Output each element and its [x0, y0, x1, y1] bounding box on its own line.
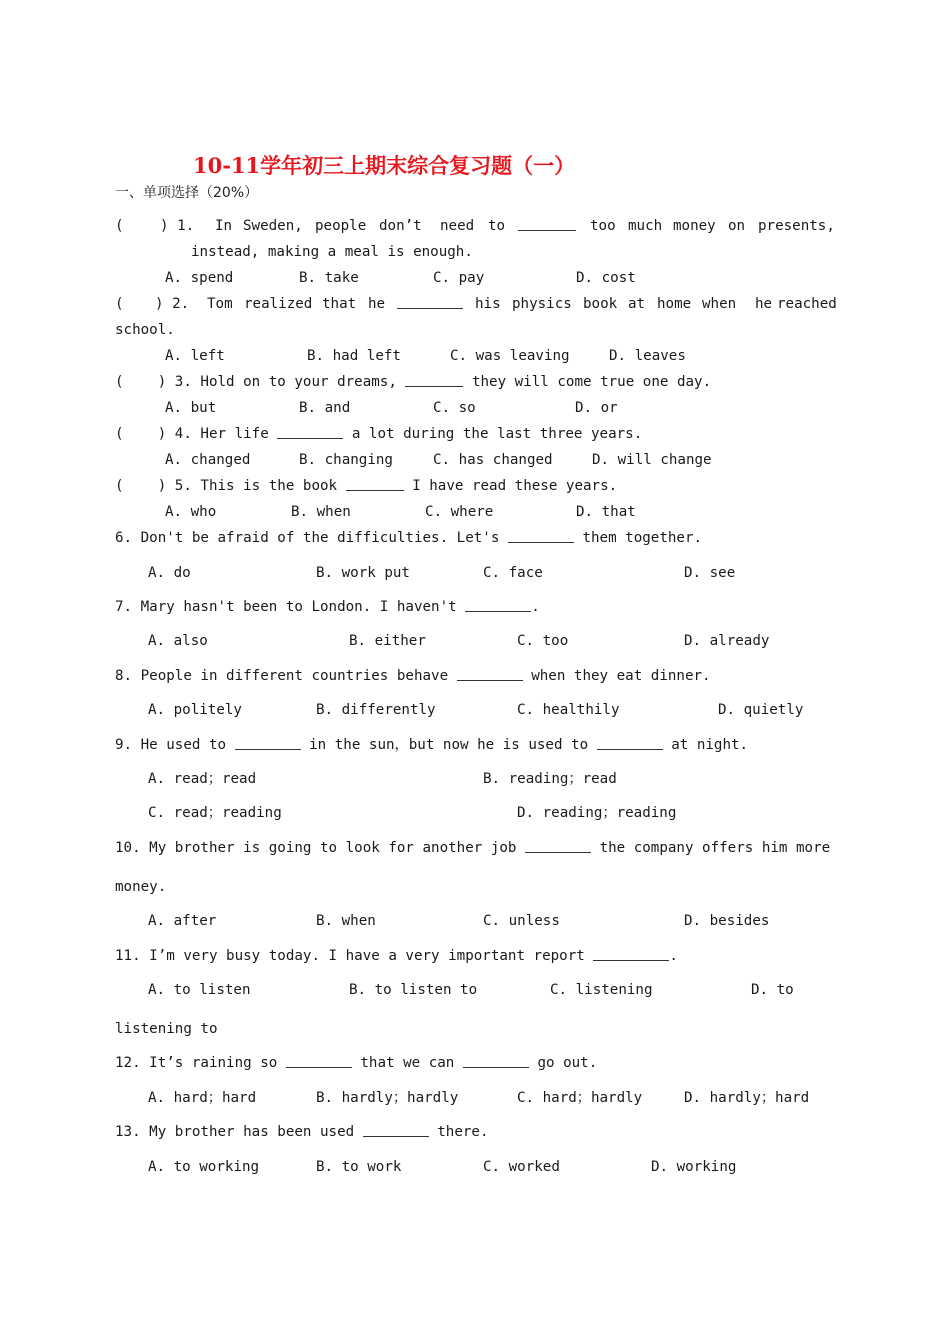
question-stem: ( ) 4. Her life a lot during the last three years.: [115, 426, 643, 442]
option-b[interactable]: B. when: [316, 913, 376, 929]
option-b[interactable]: B. hardly；hardly: [316, 1090, 459, 1106]
q2-word: at: [628, 296, 646, 312]
option-a[interactable]: A. spend: [165, 270, 234, 286]
option-c[interactable]: C. worked: [483, 1159, 560, 1175]
question-line2: money.: [115, 879, 167, 895]
option-d[interactable]: D. cost: [576, 270, 636, 286]
option-c[interactable]: C. read；reading: [148, 805, 282, 821]
q1-word: to: [488, 218, 506, 234]
option-a[interactable]: A. left: [165, 348, 225, 364]
option-b[interactable]: B. differently: [316, 702, 436, 718]
option-a[interactable]: A. who: [165, 504, 217, 520]
option-d-continued[interactable]: listening to: [115, 1021, 218, 1037]
option-b[interactable]: B. take: [299, 270, 359, 286]
q1-word: too: [590, 218, 616, 234]
option-b[interactable]: B. reading；read: [483, 771, 617, 787]
question-stem: 11. I’m very busy today. I have a very important report .: [115, 948, 678, 964]
q2-word: Tom: [207, 296, 233, 312]
option-d[interactable]: D. or: [575, 400, 618, 416]
option-b[interactable]: B. either: [349, 633, 426, 649]
question-stem: 12. It’s raining so that we can go out.: [115, 1055, 598, 1071]
question-stem: 8. People in different countries behave when they eat dinner.: [115, 668, 711, 684]
q1-word: money: [673, 218, 716, 234]
q1-word: people: [315, 218, 367, 234]
q2-word: book: [583, 296, 618, 312]
option-a[interactable]: A. changed: [165, 452, 251, 468]
option-a[interactable]: A. hard；hard: [148, 1090, 257, 1106]
option-c[interactable]: C. where: [425, 504, 494, 520]
question-stem: 9. He used to in the sun，but now he is used to at night.: [115, 737, 749, 753]
section-heading: 一、单项选择（20%）: [115, 185, 259, 201]
option-a[interactable]: A. after: [148, 913, 217, 929]
option-d[interactable]: D. working: [651, 1159, 737, 1175]
option-a[interactable]: A. politely: [148, 702, 242, 718]
q2-word: (: [115, 296, 124, 312]
q2-word: reached: [777, 296, 837, 312]
option-d[interactable]: D. already: [684, 633, 770, 649]
q1-word: need: [440, 218, 475, 234]
question-stem: 13. My brother has been used there.: [115, 1124, 489, 1140]
answer-blank[interactable]: [397, 295, 463, 313]
page-title: 10-11学年初三上期末综合复习题（一）: [193, 153, 576, 178]
option-b[interactable]: B. to listen to: [349, 982, 478, 998]
option-a[interactable]: A. also: [148, 633, 208, 649]
q2-word: realized: [244, 296, 313, 312]
question-stem: 7. Mary hasn't been to London. I haven't .: [115, 599, 540, 615]
question-stem: ( ) 5. This is the book I have read these years.: [115, 478, 618, 494]
option-d[interactable]: D. reading；reading: [517, 805, 677, 821]
q2-word: home: [657, 296, 692, 312]
option-a[interactable]: A. do: [148, 565, 191, 581]
option-b[interactable]: B. to work: [316, 1159, 402, 1175]
option-a[interactable]: A. to working: [148, 1159, 260, 1175]
option-c[interactable]: C. was leaving: [450, 348, 570, 364]
option-c[interactable]: C. unless: [483, 913, 560, 929]
option-a[interactable]: A. read；read: [148, 771, 257, 787]
option-c[interactable]: C. listening: [550, 982, 653, 998]
option-d[interactable]: D. leaves: [609, 348, 686, 364]
q1-word: presents,: [758, 218, 835, 234]
q2-word: he: [368, 296, 386, 312]
option-d[interactable]: D. hardly；hard: [684, 1090, 810, 1106]
option-c[interactable]: C. pay: [433, 270, 485, 286]
option-d[interactable]: D. that: [576, 504, 636, 520]
q2-word: he: [755, 296, 773, 312]
question-stem: 10. My brother is going to look for another job the company offers him more: [115, 840, 831, 856]
q1-word: much: [628, 218, 663, 234]
option-c[interactable]: C. too: [517, 633, 569, 649]
option-d[interactable]: D. see: [684, 565, 736, 581]
option-c[interactable]: C. so: [433, 400, 476, 416]
answer-blank[interactable]: [518, 217, 576, 235]
option-d[interactable]: D. quietly: [718, 702, 804, 718]
q2-word: when: [702, 296, 737, 312]
option-b[interactable]: B. changing: [299, 452, 393, 468]
option-d[interactable]: D. will change: [592, 452, 712, 468]
q2-word: physics: [512, 296, 572, 312]
option-c[interactable]: C. has changed: [433, 452, 553, 468]
option-c[interactable]: C. healthily: [517, 702, 620, 718]
option-a[interactable]: A. to listen: [148, 982, 251, 998]
option-b[interactable]: B. had left: [307, 348, 401, 364]
option-b[interactable]: B. and: [299, 400, 351, 416]
option-b[interactable]: B. work put: [316, 565, 410, 581]
option-d[interactable]: D. besides: [684, 913, 770, 929]
q1-word: (: [115, 218, 124, 234]
q2-line2: school.: [115, 322, 175, 338]
q1-word: ) 1.: [160, 218, 195, 234]
option-a[interactable]: A. but: [165, 400, 217, 416]
option-d[interactable]: D. to: [751, 982, 794, 998]
option-c[interactable]: C. face: [483, 565, 543, 581]
q2-word: that: [322, 296, 357, 312]
q1-line2: instead, making a meal is enough.: [191, 244, 473, 260]
question-stem: ( ) 3. Hold on to your dreams, they will come true one day.: [115, 374, 712, 390]
q1-word: don’t: [379, 218, 422, 234]
q1-word: In: [215, 218, 233, 234]
q2-word: his: [475, 296, 501, 312]
question-stem: 6. Don't be afraid of the difficulties. Let's them together.: [115, 530, 703, 546]
option-b[interactable]: B. when: [291, 504, 351, 520]
option-c[interactable]: C. hard；hardly: [517, 1090, 643, 1106]
q2-word: ) 2.: [155, 296, 190, 312]
q1-word: on: [728, 218, 746, 234]
q1-word: Sweden,: [243, 218, 303, 234]
